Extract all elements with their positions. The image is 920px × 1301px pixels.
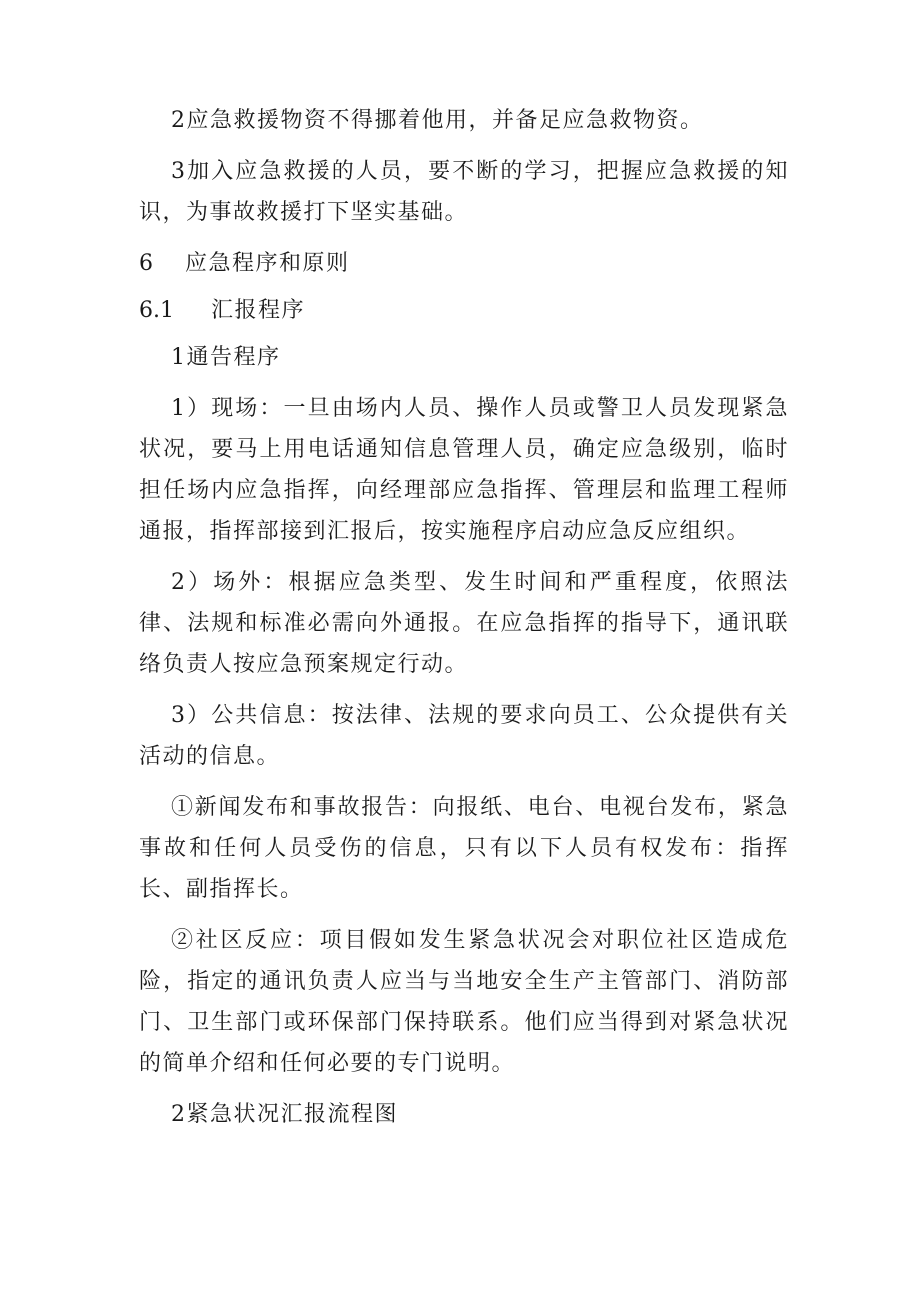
paragraph-offsite: 2）场外：根据应急类型、发生时间和严重程度，依照法律、法规和标准必需向外通报。在应急指挥的指导下，通讯联络负责人按应急预案规定行动。 bbox=[139, 570, 789, 677]
paragraph-notice-procedure: 1通告程序 bbox=[171, 345, 281, 370]
section-title: 应急程序和原则 bbox=[185, 251, 350, 276]
section-number: 6 bbox=[139, 251, 153, 276]
document-page bbox=[139, 100, 789, 1145]
paragraph-rescue-personnel: 3加入应急救援的人员，要不断的学习，把握应急救援的知识，为事故救援打下坚实基础。 bbox=[139, 159, 789, 225]
paragraph-flowchart-title: 2紧急状况汇报流程图 bbox=[171, 1102, 398, 1127]
paragraph-onsite: 1）现场：一旦由场内人员、操作人员或警卫人员发现紧急状况，要马上用电话通知信息管理人员，确定应急级别，临时担任场内应急指挥，向经理部应急指挥、管理层和监理工程师通报，指挥部接到汇报后，按实施程序启动应急反应组织。 bbox=[139, 396, 789, 544]
paragraph-public-info: 3）公共信息：按法律、法规的要求向员工、公众提供有关活动的信息。 bbox=[139, 703, 789, 769]
paragraph-rescue-materials: 2应急救援物资不得挪着他用，并备足应急救物资。 bbox=[171, 108, 704, 133]
section-number: 6.1 bbox=[139, 298, 174, 323]
section-heading-6 bbox=[139, 243, 789, 284]
paragraph-news-release: ①新闻发布和事故报告：向报纸、电台、电视台发布，紧急事故和任何人员受伤的信息，只有以下人员有权发布：指挥长、副指挥长。 bbox=[139, 795, 789, 902]
paragraph-community-response: ②社区反应：项目假如发生紧急状况会对职位社区造成危险，指定的通讯负责人应当与当地安全生产主管部门、消防部门、卫生部门或环保部门保持联系。他们应当得到对紧急状况的简单介绍和任何必要的专门说明。 bbox=[139, 928, 789, 1076]
section-heading-6-1 bbox=[139, 290, 789, 331]
section-title: 汇报程序 bbox=[211, 298, 306, 323]
